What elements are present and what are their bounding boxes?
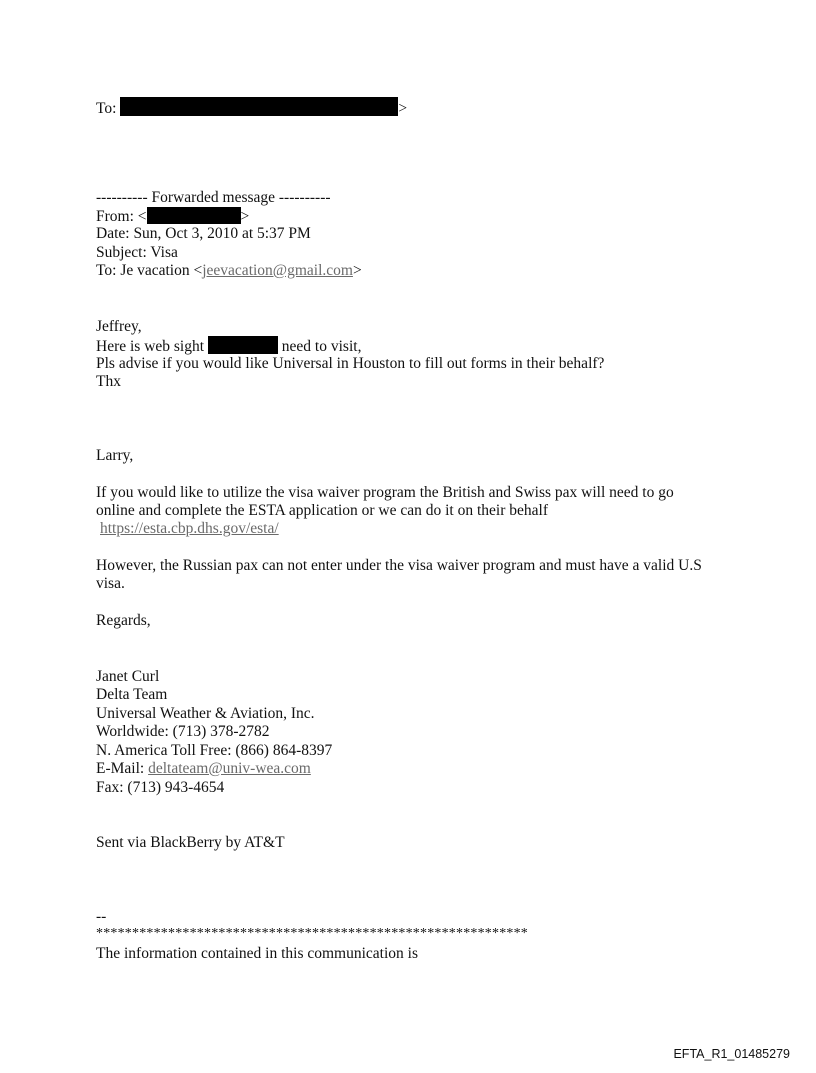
signature-email-link[interactable]: deltateam@univ-wea.com	[148, 760, 311, 777]
top-to-line	[96, 97, 407, 118]
asterisk-divider: ************************************************************	[96, 926, 528, 941]
message1-greeting: Jeffrey,	[96, 318, 142, 335]
to-label: To:	[96, 100, 117, 117]
forwarded-separator: ---------- Forwarded message ----------	[96, 189, 331, 206]
recipient-email-link[interactable]: jeevacation@gmail.com	[202, 262, 353, 279]
message2-greeting: Larry,	[96, 447, 134, 464]
forward-date: Date: Sun, Oct 3, 2010 at 5:37 PM	[96, 225, 311, 242]
sent-via-line: Sent via BlackBerry by AT&T	[96, 834, 285, 851]
message2-para1-line2: online and complete the ESTA application or we can do it on their behalf	[96, 502, 548, 519]
redaction-bar	[120, 97, 398, 116]
message1-signoff: Thx	[96, 373, 121, 390]
esta-link[interactable]	[100, 520, 279, 538]
to-suffix: >	[398, 100, 408, 117]
signature-email-line	[96, 760, 311, 778]
signature-separator: --	[96, 908, 107, 925]
disclaimer-text: The information contained in this communication is	[96, 945, 418, 962]
message2-para2-line1: However, the Russian pax can not enter under the visa waiver program and must have a valid U.S	[96, 557, 702, 574]
message1-line2: Pls advise if you would like Universal in Houston to fill out forms in their behalf?	[96, 355, 605, 372]
signature-fax: Fax: (713) 943-4654	[96, 779, 225, 796]
message1-line1-prefix: Here is web sight	[96, 338, 205, 355]
signature-company: Universal Weather & Aviation, Inc.	[96, 705, 315, 722]
from-suffix: >	[240, 208, 250, 225]
from-label: From: <	[96, 208, 147, 225]
forward-from-line	[96, 207, 249, 226]
signature-email-label: E-Mail:	[96, 760, 149, 777]
forward-to-prefix: To: Je vacation <	[96, 262, 203, 279]
signature-name: Janet Curl	[96, 668, 160, 685]
message2-para1-line1: If you would like to utilize the visa waiver program the British and Swiss pax will need to go	[96, 484, 674, 501]
redaction-bar	[147, 207, 241, 224]
esta-link-text[interactable]: https://esta.cbp.dhs.gov/esta/	[100, 520, 279, 537]
message1-line1	[96, 336, 361, 356]
document-id: EFTA_R1_01485279	[673, 1047, 790, 1061]
redaction-bar	[208, 336, 278, 354]
signature-team: Delta Team	[96, 686, 168, 703]
message2-closing: Regards,	[96, 612, 151, 629]
signature-toll-free-phone: N. America Toll Free: (866) 864-8397	[96, 742, 333, 759]
forward-subject: Subject: Visa	[96, 244, 178, 261]
message1-line1-suffix: need to visit,	[281, 338, 362, 355]
signature-worldwide-phone: Worldwide: (713) 378-2782	[96, 723, 270, 740]
forward-to-line	[96, 262, 362, 280]
forward-to-suffix: >	[352, 262, 362, 279]
message2-para2-line2: visa.	[96, 575, 125, 592]
